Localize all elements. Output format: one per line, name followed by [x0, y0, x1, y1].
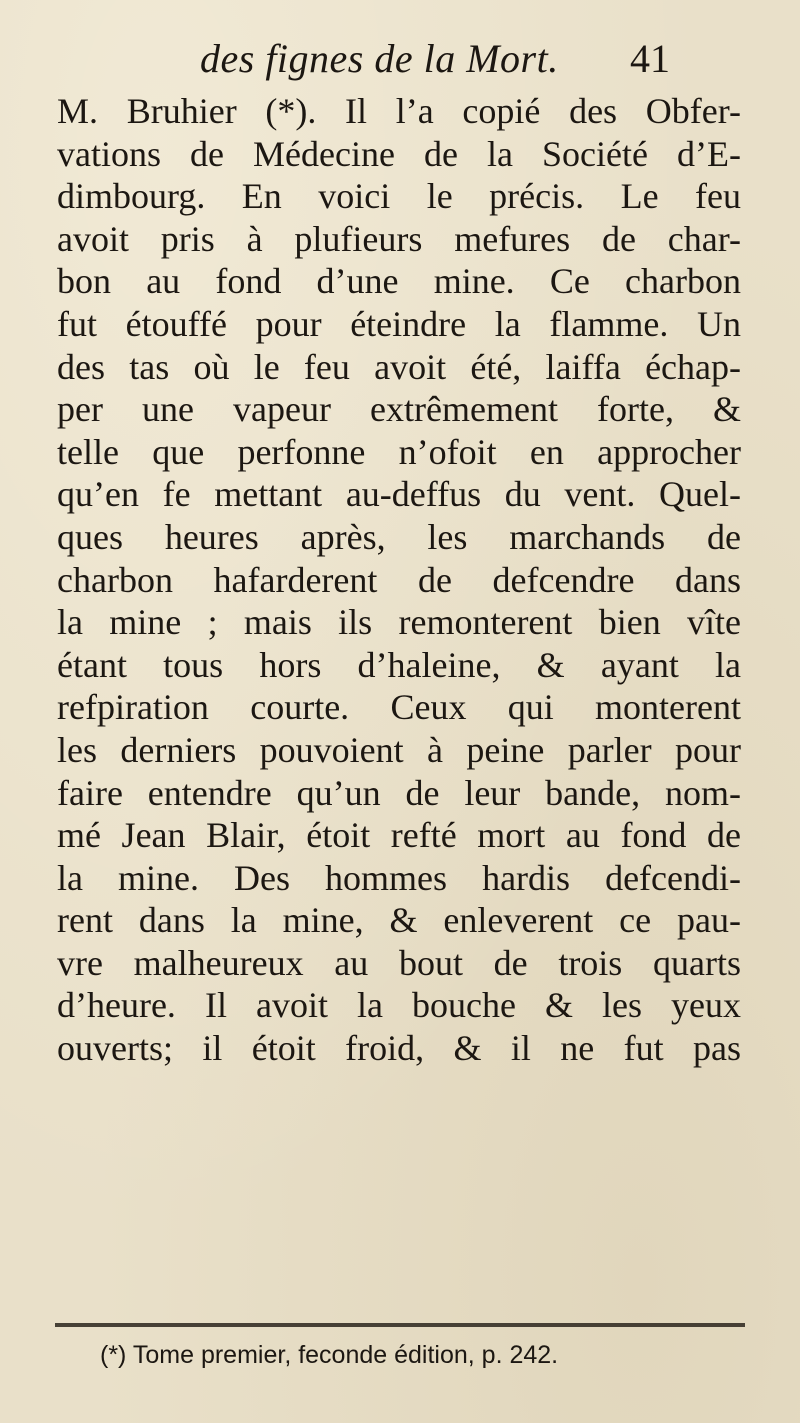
- text-line: bon au fond d’une mine. Ce charbon: [57, 261, 741, 302]
- text-line: dimbourg. En voici le précis. Le feu: [57, 176, 741, 217]
- text-line: rent dans la mine, & enleverent ce pau-: [57, 900, 741, 941]
- running-head: [200, 34, 720, 84]
- text-line: les derniers pouvoient à peine parler pour: [57, 729, 741, 770]
- text-line: la mine ; mais ils remonterent bien vîte: [57, 602, 741, 643]
- text-line: qu’en fe mettant au-deffus du vent. Quel-: [57, 474, 741, 515]
- text-line: ouverts; il étoit froid, & il ne fut pas: [57, 1028, 741, 1069]
- text-line: vre malheureux au bout de trois quarts: [57, 942, 741, 983]
- page-number: 41: [630, 36, 670, 81]
- text-line: refpiration courte. Ceux qui monterent: [57, 687, 741, 728]
- text-line: charbon hafarderent de defcendre dans: [57, 559, 741, 600]
- body-text: [57, 90, 741, 1070]
- footnote-rule: [55, 1323, 745, 1327]
- text-line: vations de Médecine de la Société d’E-: [57, 133, 741, 174]
- text-line: avoit pris à plufieurs mefures de char-: [57, 218, 741, 259]
- text-line: d’heure. Il avoit la bouche & les yeux: [57, 985, 741, 1026]
- footnote: (*) Tome premier, feconde édition, p. 242.: [100, 1341, 559, 1369]
- text-line: étant tous hors d’haleine, & ayant la: [57, 644, 741, 685]
- text-line: mé Jean Blair, étoit refté mort au fond de: [57, 815, 741, 856]
- text-line: per une vapeur extrêmement forte, &: [57, 389, 741, 430]
- text-line: ques heures après, les marchands de: [57, 516, 741, 557]
- text-line: la mine. Des hommes hardis defcendi-: [57, 857, 741, 898]
- text-line: faire entendre qu’un de leur bande, nom-: [57, 772, 741, 813]
- text-line: des tas où le feu avoit été, laiffa échap-: [57, 346, 741, 387]
- running-title: des fignes de la Mort.: [200, 36, 559, 81]
- text-line: telle que perfonne n’ofoit en approcher: [57, 431, 741, 472]
- text-line: fut étouffé pour éteindre la flamme. Un: [57, 303, 741, 344]
- text-line: M. Bruhier (*). Il l’a copié des Obfer-: [57, 91, 741, 131]
